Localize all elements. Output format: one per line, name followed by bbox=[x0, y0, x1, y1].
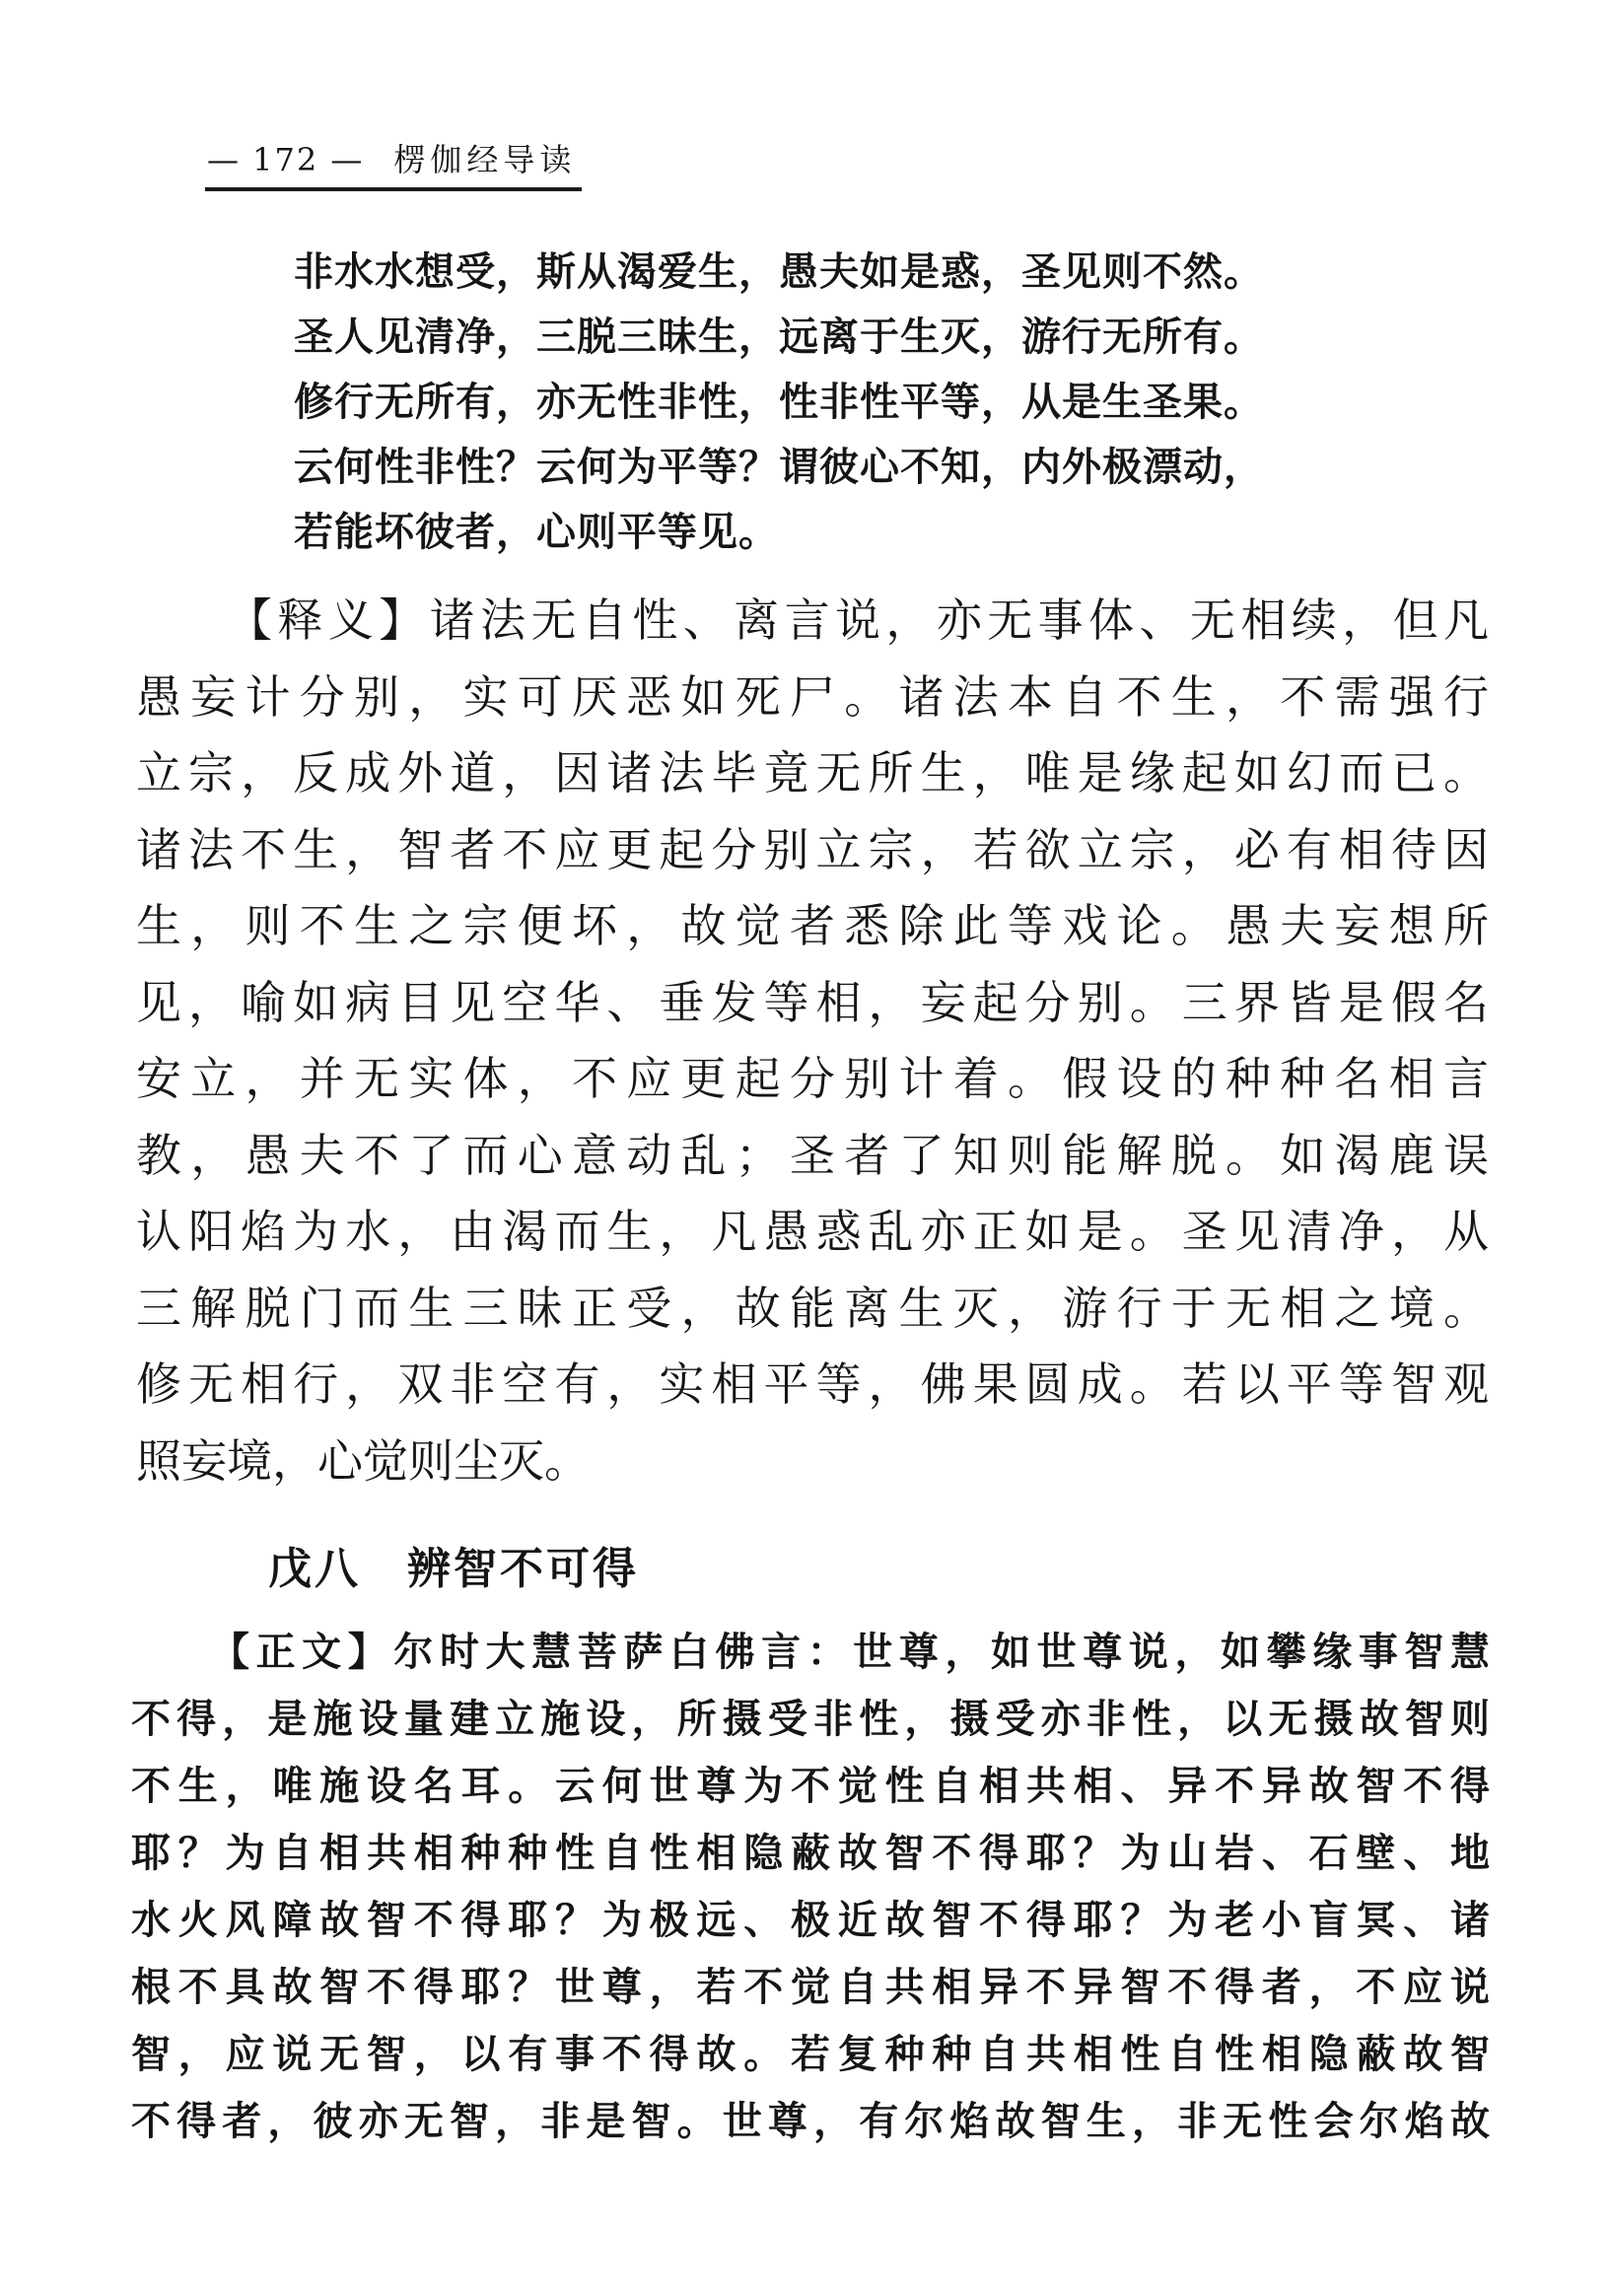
verse-line: 非水水想受，斯从渴爱生，愚夫如是惑，圣见则不然。 bbox=[294, 249, 1264, 295]
verse-block bbox=[294, 240, 1264, 565]
paragraph-line: 【正文】尔时大慧菩萨白佛言：世尊，如世尊说，如攀缘事智慧 bbox=[210, 1630, 1490, 1675]
verse-line: 云何性非性？云何为平等？谓彼心不知，内外极漂动， bbox=[294, 445, 1264, 490]
page-number: — 172 — bbox=[207, 141, 365, 178]
book-title: 楞伽经导读 bbox=[393, 141, 577, 178]
paragraph-line: 不得者，彼亦无智，非是智。世尊，有尔焰故智生，非无性会尔焰故 bbox=[131, 2099, 1490, 2144]
paragraph-line: 不生，唯施设名耳。云何世尊为不觉性自相共相、异不异故智不得 bbox=[131, 1764, 1490, 1809]
paragraph-line: 生，则不生之宗便坏，故觉者悉除此等戏论。愚夫妄想所 bbox=[136, 899, 1489, 952]
verse-line: 若能坏彼者，心则平等见。 bbox=[294, 510, 779, 555]
shiyi-paragraph bbox=[136, 583, 1489, 1499]
paragraph-line: 三解脱门而生三昧正受，故能离生灭，游行于无相之境。 bbox=[136, 1281, 1489, 1335]
paragraph-line: 立宗，反成外道，因诸法毕竟无所生，唯是缘起如幻而已。 bbox=[136, 746, 1489, 800]
verse-line: 圣人见清净，三脱三昧生，远离于生灭，游行无所有。 bbox=[294, 314, 1264, 360]
paragraph-line: 不得，是施设量建立施设，所摄受非性，摄受亦非性，以无摄故智则 bbox=[131, 1697, 1490, 1742]
paragraph-line: 安立，并无实体，不应更起分别计着。假设的种种名相言 bbox=[136, 1052, 1489, 1105]
paragraph-line: 根不具故智不得耶？世尊，若不觉自共相异不异智不得者，不应说 bbox=[131, 1965, 1490, 2010]
paragraph-line: 教，愚夫不了而心意动乱；圣者了知则能解脱。如渴鹿误 bbox=[136, 1128, 1489, 1182]
page-header bbox=[205, 142, 582, 191]
paragraph-line: 水火风障故智不得耶？为极远、极近故智不得耶？为老小盲冥、诸 bbox=[131, 1898, 1490, 1943]
paragraph-line: 见，喻如病目见空华、垂发等相，妄起分别。三界皆是假名 bbox=[136, 975, 1489, 1029]
paragraph-line: 修无相行，双非空有，实相平等，佛果圆成。若以平等智观 bbox=[136, 1357, 1489, 1411]
paragraph-line: 照妄境，心觉则尘灭。 bbox=[136, 1433, 590, 1488]
paragraph-line: 诸法不生，智者不应更起分别立宗，若欲立宗，必有相待因 bbox=[136, 822, 1489, 876]
paragraph-line: 愚妄计分别，实可厌恶如死尸。诸法本自不生，不需强行 bbox=[136, 669, 1489, 724]
paragraph-line: 耶？为自相共相种种性自性相隐蔽故智不得耶？为山岩、石壁、地 bbox=[131, 1831, 1490, 1876]
paragraph-line: 智，应说无智，以有事不得故。若复种种自共相性自性相隐蔽故智 bbox=[131, 2032, 1490, 2077]
zhengwen-paragraph bbox=[131, 1619, 1490, 2155]
paragraph-line: 【释义】诸法无自性、离言说，亦无事体、无相续，但凡 bbox=[227, 593, 1489, 647]
section-heading: 戊八 辨智不可得 bbox=[268, 1544, 639, 1594]
paragraph-line: 认阳焰为水，由渴而生，凡愚惑乱亦正如是。圣见清净，从 bbox=[136, 1205, 1489, 1258]
verse-line: 修行无所有，亦无性非性，性非性平等，从是生圣果。 bbox=[294, 380, 1264, 425]
